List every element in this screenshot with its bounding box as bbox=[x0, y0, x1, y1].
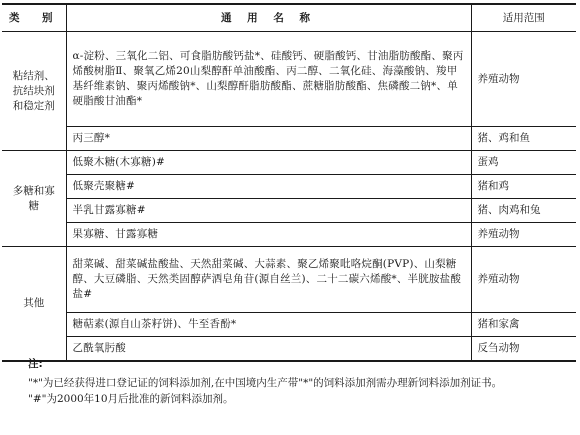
range-cell: 猪和鸡 bbox=[471, 175, 576, 199]
table-row bbox=[2, 32, 576, 127]
category-cell: 多糖和寡糖 bbox=[2, 151, 66, 247]
range-cell: 猪、鸡和鱼 bbox=[471, 127, 576, 151]
name-cell: 低聚木糖(木寡糖)# bbox=[66, 151, 471, 175]
range-cell: 养殖动物 bbox=[471, 247, 576, 313]
name-cell: α-淀粉、三氧化二铝、可食脂肪酸钙盐*、硅酸钙、硬脂酸钙、甘油脂肪酸酯、聚丙烯酸树脂Ⅱ、聚氧乙烯20山梨醇酐单油酸酯、丙二醇、二氧化硅、海藻酸钠、羧甲基纤维素钠、聚丙烯酸钠*、山梨醇酐脂肪酸酯、蔗糖脂肪酸酯、焦磷酸二钠*、单硬脂酸甘油酯* bbox=[66, 32, 471, 127]
table-row bbox=[2, 175, 576, 199]
header-name: 通 用 名 称 bbox=[66, 4, 471, 32]
table-header-row bbox=[2, 4, 576, 32]
header-category: 类 别 bbox=[2, 4, 66, 32]
name-cell: 半乳甘露寡糖# bbox=[66, 199, 471, 223]
table-row bbox=[2, 151, 576, 175]
range-cell: 养殖动物 bbox=[471, 223, 576, 247]
notes-section bbox=[28, 356, 568, 407]
name-cell: 糖萜素(源自山茶籽饼)、牛至香酚* bbox=[66, 313, 471, 337]
feed-additive-table bbox=[2, 3, 576, 362]
table-row bbox=[2, 247, 576, 313]
name-cell: 乙酰氧肟酸 bbox=[66, 337, 471, 361]
range-cell: 养殖动物 bbox=[471, 32, 576, 127]
notes-title: 注: bbox=[28, 358, 43, 370]
range-cell: 蛋鸡 bbox=[471, 151, 576, 175]
table-row bbox=[2, 127, 576, 151]
range-cell: 反刍动物 bbox=[471, 337, 576, 361]
note-line: "#"为2000年10月后批准的新饲料添加剂。 bbox=[28, 393, 234, 405]
table-row bbox=[2, 199, 576, 223]
range-cell: 猪和家禽 bbox=[471, 313, 576, 337]
table-row bbox=[2, 313, 576, 337]
category-cell: 粘结剂、抗结块剂和稳定剂 bbox=[2, 32, 66, 151]
category-cell: 其他 bbox=[2, 247, 66, 361]
name-cell: 低聚壳聚糖# bbox=[66, 175, 471, 199]
note-line: "*"为已经获得进口登记证的饲料添加剂,在中国境内生产带"*"的饲料添加剂需办理新饲料添加剂证书。 bbox=[28, 377, 503, 389]
name-cell: 果寡糖、甘露寡糖 bbox=[66, 223, 471, 247]
header-range: 适用范围 bbox=[471, 4, 576, 32]
name-cell: 甜菜碱、甜菜碱盐酸盐、天然甜菜碱、大蒜素、聚乙烯聚吡咯烷酮(PVP)、山梨糖醇、大豆磷脂、天然类固醇萨洒皂角苷(源自丝兰)、二十二碳六烯酸*、半胱胺盐酸盐# bbox=[66, 247, 471, 313]
table-row bbox=[2, 223, 576, 247]
range-cell: 猪、肉鸡和兔 bbox=[471, 199, 576, 223]
name-cell: 丙三醇* bbox=[66, 127, 471, 151]
